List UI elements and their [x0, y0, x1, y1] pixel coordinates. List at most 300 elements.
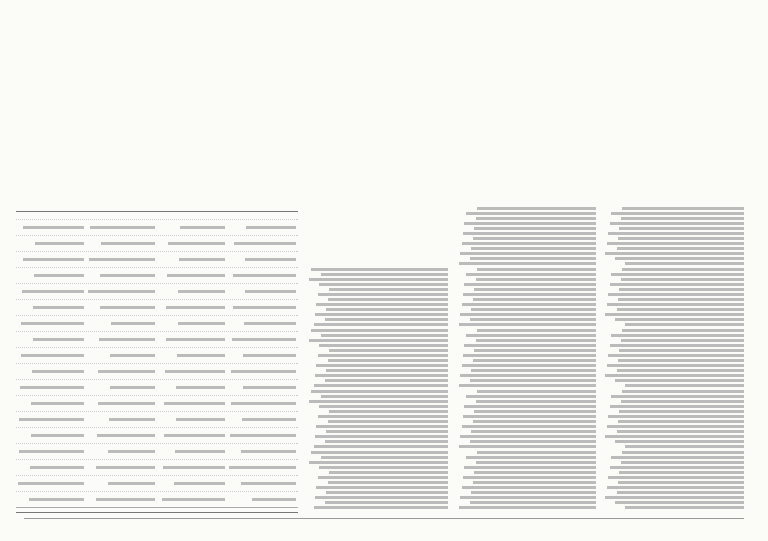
cell-text-line — [31, 402, 84, 405]
text-column-1 — [604, 204, 744, 513]
text-line — [619, 288, 744, 291]
text-line — [325, 501, 448, 504]
text-column-2 — [456, 204, 596, 513]
text-line — [459, 323, 596, 326]
cell-text-line — [100, 306, 155, 309]
text-line — [611, 212, 744, 215]
text-line — [464, 405, 596, 408]
text-line — [621, 217, 744, 220]
table-cell — [16, 432, 87, 439]
text-line — [471, 491, 596, 494]
table-cell — [157, 288, 228, 295]
text-line — [460, 252, 596, 255]
text-line — [328, 298, 448, 301]
cell-text-line — [98, 370, 155, 373]
cell-text-line — [162, 498, 225, 501]
text-line — [462, 425, 596, 428]
cell-text-line — [108, 482, 155, 485]
text-line — [618, 420, 744, 423]
table-cell — [16, 384, 87, 391]
table-cell — [228, 288, 299, 295]
cell-text-line — [230, 466, 297, 469]
table-row — [16, 411, 298, 427]
cell-text-line — [31, 434, 85, 437]
text-line — [311, 268, 448, 271]
text-line — [619, 227, 744, 230]
cell-text-line — [101, 242, 155, 245]
text-line — [325, 318, 448, 321]
text-line — [618, 359, 744, 362]
text-line — [611, 273, 744, 276]
text-line — [459, 262, 596, 265]
text-line — [477, 451, 596, 454]
text-line — [608, 293, 744, 296]
cell-text-line — [174, 482, 225, 485]
cell-text-line — [245, 258, 296, 261]
cell-text-line — [18, 482, 85, 485]
table-cell — [16, 288, 87, 295]
text-line — [608, 232, 744, 235]
text-line — [476, 217, 596, 220]
cell-text-line — [108, 450, 155, 453]
text-line — [318, 415, 448, 418]
paragraph — [456, 207, 596, 265]
text-line — [321, 456, 448, 459]
cell-text-line — [232, 338, 296, 341]
cell-text-line — [164, 434, 226, 437]
text-line — [619, 471, 744, 474]
text-line — [607, 364, 744, 367]
text-line — [607, 303, 744, 306]
cell-text-line — [98, 402, 155, 405]
text-line — [309, 400, 448, 403]
text-line — [477, 329, 596, 332]
table-cell — [16, 480, 87, 487]
cell-text-line — [178, 322, 226, 325]
text-line — [622, 390, 744, 393]
text-line — [315, 496, 448, 499]
table-cell — [16, 320, 87, 327]
cell-text-line — [33, 338, 85, 341]
text-line — [314, 445, 448, 448]
table-cell — [16, 272, 87, 279]
cell-text-line — [99, 338, 155, 341]
text-line — [329, 288, 448, 291]
cell-text-line — [167, 274, 226, 277]
table-cell — [157, 368, 228, 375]
table-cell — [228, 352, 299, 359]
cell-text-line — [163, 466, 226, 469]
cell-text-line — [96, 498, 155, 501]
cell-text-line — [233, 306, 296, 309]
text-line — [460, 374, 596, 377]
text-line — [328, 359, 448, 362]
text-line — [470, 440, 596, 443]
text-line — [466, 456, 596, 459]
table-cell — [87, 416, 158, 423]
text-line — [621, 400, 744, 403]
cell-text-line — [233, 274, 296, 277]
table-cell — [16, 240, 87, 247]
table-cell — [87, 288, 158, 295]
cell-text-line — [23, 226, 84, 229]
table-cell — [16, 256, 87, 263]
cell-text-line — [19, 450, 85, 453]
cell-text-line — [175, 450, 226, 453]
table-row — [16, 267, 298, 283]
text-line — [474, 349, 596, 352]
text-line — [476, 461, 596, 464]
text-line — [316, 486, 448, 489]
text-line — [607, 242, 744, 245]
table-row — [16, 251, 298, 267]
text-line — [464, 344, 596, 347]
cell-text-line — [168, 242, 226, 245]
cell-text-line — [90, 226, 155, 229]
paragraph — [604, 207, 744, 265]
text-line — [319, 283, 448, 286]
cell-text-line — [30, 466, 85, 469]
text-line — [321, 334, 448, 337]
cell-text-line — [246, 226, 296, 229]
table-cell — [228, 240, 299, 247]
text-line — [474, 288, 596, 291]
table-row — [16, 395, 298, 411]
table-cell — [157, 256, 228, 263]
page-header — [24, 518, 744, 533]
text-line — [466, 395, 596, 398]
cell-text-line — [166, 338, 226, 341]
table-caption — [16, 507, 298, 512]
text-line — [474, 410, 596, 413]
table-cell — [228, 336, 299, 343]
table-cell — [228, 368, 299, 375]
paragraph — [604, 268, 744, 326]
text-line — [462, 486, 596, 489]
text-line — [462, 303, 596, 306]
table-cell — [16, 304, 87, 311]
text-line — [476, 400, 596, 403]
text-line — [470, 379, 596, 382]
table-cell — [157, 432, 228, 439]
text-line — [473, 420, 596, 423]
cell-text-line — [32, 370, 85, 373]
cell-text-line — [111, 322, 155, 325]
text-line — [466, 334, 596, 337]
text-line — [470, 318, 596, 321]
text-line — [329, 410, 448, 413]
text-column-3 — [308, 265, 448, 513]
cell-text-line — [164, 402, 225, 405]
text-line — [625, 445, 744, 448]
cell-text-line — [243, 386, 296, 389]
table-cell — [228, 496, 299, 503]
text-line — [471, 247, 596, 250]
table-cell — [228, 384, 299, 391]
table-cell — [228, 416, 299, 423]
text-line — [464, 283, 596, 286]
cell-text-line — [234, 242, 296, 245]
cell-text-line — [89, 290, 156, 293]
cell-text-line — [177, 354, 226, 357]
cell-text-line — [242, 418, 296, 421]
table-cell — [228, 320, 299, 327]
text-line — [474, 227, 596, 230]
table-cell — [87, 480, 158, 487]
table-row — [16, 427, 298, 443]
text-line — [607, 425, 744, 428]
text-line — [605, 496, 744, 499]
table-cell — [228, 464, 299, 471]
text-line — [314, 506, 448, 509]
text-line — [608, 476, 744, 479]
table-cell — [228, 224, 299, 231]
text-line — [464, 222, 596, 225]
text-line — [470, 257, 596, 260]
text-line — [621, 339, 744, 342]
table-cell — [157, 496, 228, 503]
text-line — [325, 379, 448, 382]
table-cell — [157, 480, 228, 487]
table-row — [16, 475, 298, 491]
text-line — [309, 339, 448, 342]
text-line — [471, 308, 596, 311]
cell-text-line — [21, 322, 84, 325]
table-cell — [16, 336, 87, 343]
text-line — [621, 278, 744, 281]
text-line — [619, 349, 744, 352]
table-cell — [87, 240, 158, 247]
table-row — [16, 331, 298, 347]
text-line — [625, 506, 744, 509]
cell-text-line — [252, 498, 296, 501]
cell-text-line — [244, 322, 296, 325]
table-cell — [87, 432, 158, 439]
text-line — [615, 379, 744, 382]
table-cell — [157, 400, 228, 407]
text-line — [605, 313, 744, 316]
table-cell — [87, 496, 158, 503]
text-line — [625, 323, 744, 326]
cell-text-line — [29, 498, 84, 501]
table-cell — [87, 304, 158, 311]
text-line — [611, 395, 744, 398]
text-line — [463, 232, 596, 235]
text-line — [611, 456, 744, 459]
text-line — [615, 318, 744, 321]
text-line — [617, 308, 744, 311]
cell-text-line — [231, 402, 296, 405]
text-line — [311, 451, 448, 454]
table-cell — [16, 416, 87, 423]
text-line — [625, 384, 744, 387]
paragraph — [308, 268, 448, 326]
cell-text-line — [241, 482, 296, 485]
cell-text-line — [19, 418, 84, 421]
text-line — [316, 303, 448, 306]
text-line — [464, 466, 596, 469]
text-line — [605, 374, 744, 377]
paragraph — [604, 329, 744, 387]
text-line — [617, 430, 744, 433]
text-line — [471, 430, 596, 433]
table-cell — [87, 320, 158, 327]
paragraph — [456, 329, 596, 387]
table-cell — [16, 464, 87, 471]
text-line — [477, 268, 596, 271]
text-line — [622, 268, 744, 271]
text-line — [473, 298, 596, 301]
text-line — [621, 461, 744, 464]
table-cell — [87, 384, 158, 391]
text-line — [618, 298, 744, 301]
table-row — [16, 491, 298, 507]
cell-text-line — [243, 354, 296, 357]
text-line — [618, 481, 744, 484]
text-line — [619, 410, 744, 413]
cell-text-line — [245, 290, 296, 293]
text-line — [319, 466, 448, 469]
table-cell — [228, 400, 299, 407]
text-line — [625, 262, 744, 265]
text-line — [463, 415, 596, 418]
table-cell — [228, 272, 299, 279]
table-row — [16, 363, 298, 379]
text-line — [466, 273, 596, 276]
text-line — [459, 384, 596, 387]
text-line — [463, 354, 596, 357]
table-row — [16, 235, 298, 251]
text-line — [608, 415, 744, 418]
text-line — [459, 506, 596, 509]
text-line — [463, 293, 596, 296]
text-line — [309, 461, 448, 464]
paragraph — [308, 451, 448, 509]
cell-text-line — [165, 370, 226, 373]
cell-text-line — [180, 226, 226, 229]
text-line — [473, 359, 596, 362]
table-cell — [157, 336, 228, 343]
text-line — [311, 329, 448, 332]
text-line — [615, 501, 744, 504]
text-line — [615, 257, 744, 260]
text-line — [460, 496, 596, 499]
cell-text-line — [110, 354, 155, 357]
text-line — [622, 207, 744, 210]
table-row — [16, 283, 298, 299]
text-line — [318, 476, 448, 479]
paragraph — [456, 390, 596, 448]
text-line — [311, 390, 448, 393]
text-line — [610, 283, 744, 286]
table-cell — [228, 432, 299, 439]
table-cell — [157, 224, 228, 231]
cell-text-line — [34, 274, 85, 277]
paragraph — [456, 268, 596, 326]
text-line — [459, 445, 596, 448]
recommendations-table — [16, 211, 298, 513]
text-line — [325, 440, 448, 443]
text-line — [326, 369, 448, 372]
cell-text-line — [96, 466, 155, 469]
table-cell — [16, 368, 87, 375]
text-line — [309, 278, 448, 281]
table-cell — [87, 448, 158, 455]
text-line — [476, 339, 596, 342]
text-line — [329, 349, 448, 352]
table-cell — [228, 304, 299, 311]
text-line — [476, 278, 596, 281]
table-cell — [228, 448, 299, 455]
cell-text-line — [23, 258, 85, 261]
text-line — [460, 313, 596, 316]
cell-text-line — [97, 434, 155, 437]
table-row — [16, 299, 298, 315]
table-cell — [157, 320, 228, 327]
text-line — [314, 384, 448, 387]
cell-text-line — [241, 450, 296, 453]
text-line — [610, 344, 744, 347]
cell-text-line — [178, 290, 225, 293]
table-cell — [16, 496, 87, 503]
table-row — [16, 379, 298, 395]
text-line — [615, 440, 744, 443]
text-line — [463, 476, 596, 479]
text-line — [617, 247, 744, 250]
text-line — [326, 491, 448, 494]
table-cell — [87, 352, 158, 359]
table-cell — [157, 352, 228, 359]
text-line — [610, 466, 744, 469]
text-line — [315, 435, 448, 438]
cell-text-line — [100, 274, 155, 277]
text-line — [319, 405, 448, 408]
table-cell — [16, 448, 87, 455]
text-line — [477, 207, 596, 210]
table-cell — [157, 304, 228, 311]
table-cell — [87, 224, 158, 231]
text-line — [471, 369, 596, 372]
text-line — [316, 364, 448, 367]
cell-text-line — [176, 386, 225, 389]
table-cell — [228, 256, 299, 263]
text-line — [315, 313, 448, 316]
text-line — [321, 395, 448, 398]
text-line — [462, 364, 596, 367]
text-line — [315, 374, 448, 377]
text-line — [466, 212, 596, 215]
table-cell — [157, 464, 228, 471]
table-cell — [16, 224, 87, 231]
text-line — [314, 323, 448, 326]
table-row — [16, 315, 298, 331]
cell-text-line — [20, 386, 85, 389]
cell-text-line — [176, 418, 226, 421]
text-line — [610, 222, 744, 225]
text-line — [473, 481, 596, 484]
table-cell — [87, 400, 158, 407]
text-line — [328, 420, 448, 423]
text-line — [610, 405, 744, 408]
table-cell — [16, 400, 87, 407]
cell-text-line — [110, 386, 155, 389]
cell-text-line — [232, 370, 297, 373]
cell-text-line — [21, 354, 85, 357]
text-line — [617, 491, 744, 494]
table-row — [16, 219, 298, 235]
cell-text-line — [179, 258, 226, 261]
table-cell — [87, 256, 158, 263]
